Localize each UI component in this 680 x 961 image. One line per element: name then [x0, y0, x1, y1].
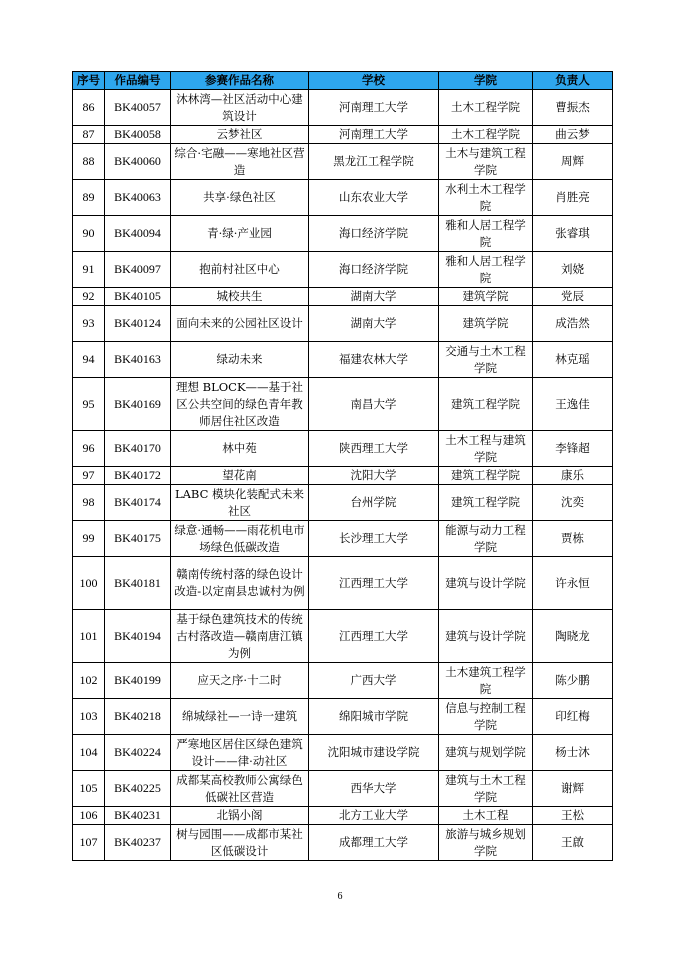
cell-leader: 曲云梦: [533, 126, 613, 144]
cell-entry-title: 北锅小阁: [171, 807, 309, 825]
cell-school: 南昌大学: [309, 378, 439, 431]
cell-entry-title: 绿动未来: [171, 342, 309, 378]
cell-leader: 周辉: [533, 144, 613, 180]
cell-leader: 成浩然: [533, 306, 613, 342]
cell-entry-title: 面向未来的公园社区设计: [171, 306, 309, 342]
cell-college: 建筑与设计学院: [439, 557, 533, 610]
cell-leader: 谢辉: [533, 771, 613, 807]
cell-entry-title: 林中苑: [171, 431, 309, 467]
table-row: [73, 288, 613, 306]
cell-entry-code: BK40194: [105, 610, 171, 663]
cell-entry-title: 赣南传统村落的绿色设计改造-以定南县忠诚村为例: [171, 557, 309, 610]
cell-entry-title: 应天之序·十二时: [171, 663, 309, 699]
cell-college: 交通与土木工程学院: [439, 342, 533, 378]
cell-leader: 刘娆: [533, 252, 613, 288]
table-row: [73, 485, 613, 521]
cell-college: 土木工程学院: [439, 90, 533, 126]
cell-leader: 肖胜亮: [533, 180, 613, 216]
cell-entry-title: 沐林湾—社区活动中心建筑设计: [171, 90, 309, 126]
cell-entry-code: BK40231: [105, 807, 171, 825]
cell-index: 100: [73, 557, 105, 610]
cell-school: 江西理工大学: [309, 610, 439, 663]
cell-entry-title: 抱前村社区中心: [171, 252, 309, 288]
cell-college: 土木工程: [439, 807, 533, 825]
cell-school: 海口经济学院: [309, 216, 439, 252]
cell-index: 98: [73, 485, 105, 521]
cell-index: 102: [73, 663, 105, 699]
cell-entry-title: 基于绿色建筑技术的传统古村落改造—赣南唐江镇为例: [171, 610, 309, 663]
table-row: [73, 180, 613, 216]
cell-entry-title: 青·绿·产业园: [171, 216, 309, 252]
cell-college: 土木与建筑工程学院: [439, 144, 533, 180]
cell-index: 90: [73, 216, 105, 252]
cell-college: 水利土木工程学院: [439, 180, 533, 216]
cell-leader: 张睿琪: [533, 216, 613, 252]
header-school: 学校: [309, 72, 439, 90]
cell-school: 海口经济学院: [309, 252, 439, 288]
cell-entry-title: 绿意·通畅——雨花机电市场绿色低碳改造: [171, 521, 309, 557]
cell-entry-code: BK40170: [105, 431, 171, 467]
table-row: [73, 521, 613, 557]
cell-school: 黑龙江工程学院: [309, 144, 439, 180]
table-row: [73, 431, 613, 467]
header-entry-title: 参赛作品名称: [171, 72, 309, 90]
cell-index: 96: [73, 431, 105, 467]
header-index: 序号: [73, 72, 105, 90]
cell-entry-title: 云梦社区: [171, 126, 309, 144]
cell-leader: 王啟: [533, 825, 613, 861]
cell-college: 能源与动力工程学院: [439, 521, 533, 557]
cell-leader: 许永恒: [533, 557, 613, 610]
cell-index: 94: [73, 342, 105, 378]
cell-entry-title: 城校共生: [171, 288, 309, 306]
cell-entry-code: BK40237: [105, 825, 171, 861]
cell-entry-code: BK40172: [105, 467, 171, 485]
cell-leader: 曹振杰: [533, 90, 613, 126]
cell-entry-code: BK40057: [105, 90, 171, 126]
table-row: [73, 126, 613, 144]
cell-school: 陕西理工大学: [309, 431, 439, 467]
cell-college: 雅和人居工程学院: [439, 216, 533, 252]
table-row: [73, 699, 613, 735]
cell-entry-code: BK40175: [105, 521, 171, 557]
cell-index: 105: [73, 771, 105, 807]
cell-leader: 印红梅: [533, 699, 613, 735]
table-row: [73, 735, 613, 771]
cell-school: 成都理工大学: [309, 825, 439, 861]
cell-index: 93: [73, 306, 105, 342]
cell-leader: 康乐: [533, 467, 613, 485]
cell-leader: 李锋超: [533, 431, 613, 467]
table-row: [73, 216, 613, 252]
cell-index: 91: [73, 252, 105, 288]
cell-entry-title: 绵城绿社—一诗一建筑: [171, 699, 309, 735]
table-row: [73, 144, 613, 180]
cell-college: 旅游与城乡规划学院: [439, 825, 533, 861]
table-row: [73, 557, 613, 610]
cell-college: 建筑工程学院: [439, 485, 533, 521]
cell-entry-code: BK40218: [105, 699, 171, 735]
cell-college: 建筑与土木工程学院: [439, 771, 533, 807]
table-row: [73, 90, 613, 126]
cell-school: 长沙理工大学: [309, 521, 439, 557]
cell-entry-title: 树与园围——成都市某社区低碳设计: [171, 825, 309, 861]
table-row: [73, 825, 613, 861]
cell-school: 河南理工大学: [309, 126, 439, 144]
cell-college: 雅和人居工程学院: [439, 252, 533, 288]
cell-school: 湖南大学: [309, 306, 439, 342]
cell-leader: 杨士沐: [533, 735, 613, 771]
cell-entry-code: BK40063: [105, 180, 171, 216]
table-row: [73, 467, 613, 485]
cell-index: 106: [73, 807, 105, 825]
header-college: 学院: [439, 72, 533, 90]
cell-entry-code: BK40094: [105, 216, 171, 252]
table-row: [73, 610, 613, 663]
cell-school: 北方工业大学: [309, 807, 439, 825]
cell-leader: 贾栋: [533, 521, 613, 557]
cell-school: 台州学院: [309, 485, 439, 521]
cell-leader: 王松: [533, 807, 613, 825]
cell-index: 89: [73, 180, 105, 216]
cell-index: 103: [73, 699, 105, 735]
cell-college: 建筑工程学院: [439, 467, 533, 485]
cell-entry-title: 严寒地区居住区绿色建筑设计——律·动社区: [171, 735, 309, 771]
header-leader: 负责人: [533, 72, 613, 90]
cell-school: 河南理工大学: [309, 90, 439, 126]
table-header-row: [73, 72, 613, 90]
cell-entry-code: BK40225: [105, 771, 171, 807]
header-entry-code: 作品编号: [105, 72, 171, 90]
cell-leader: 陈少鹏: [533, 663, 613, 699]
cell-school: 江西理工大学: [309, 557, 439, 610]
cell-entry-code: BK40105: [105, 288, 171, 306]
cell-school: 西华大学: [309, 771, 439, 807]
competition-entries-table: [72, 71, 613, 861]
table-row: [73, 252, 613, 288]
cell-entry-title: 望花南: [171, 467, 309, 485]
cell-college: 建筑学院: [439, 306, 533, 342]
cell-entry-code: BK40124: [105, 306, 171, 342]
table-row: [73, 378, 613, 431]
cell-college: 建筑工程学院: [439, 378, 533, 431]
cell-college: 信息与控制工程学院: [439, 699, 533, 735]
cell-entry-code: BK40181: [105, 557, 171, 610]
cell-entry-title: LABC 模块化装配式未来社区: [171, 485, 309, 521]
cell-index: 99: [73, 521, 105, 557]
cell-entry-title: 理想 BLOCK——基于社区公共空间的绿色青年教师居住社区改造: [171, 378, 309, 431]
cell-index: 107: [73, 825, 105, 861]
cell-entry-code: BK40058: [105, 126, 171, 144]
page-number: 6: [337, 891, 343, 902]
cell-entry-code: BK40224: [105, 735, 171, 771]
cell-entry-code: BK40097: [105, 252, 171, 288]
cell-school: 山东农业大学: [309, 180, 439, 216]
cell-index: 87: [73, 126, 105, 144]
cell-entry-code: BK40199: [105, 663, 171, 699]
cell-entry-title: 成都某高校教师公寓绿色低碳社区营造: [171, 771, 309, 807]
cell-college: 建筑与设计学院: [439, 610, 533, 663]
cell-leader: 王逸佳: [533, 378, 613, 431]
cell-entry-code: BK40163: [105, 342, 171, 378]
cell-school: 绵阳城市学院: [309, 699, 439, 735]
cell-college: 土木建筑工程学院: [439, 663, 533, 699]
cell-school: 广西大学: [309, 663, 439, 699]
cell-index: 95: [73, 378, 105, 431]
table-row: [73, 342, 613, 378]
cell-entry-title: 综合·宅融——寒地社区营造: [171, 144, 309, 180]
cell-leader: 陶晓龙: [533, 610, 613, 663]
cell-index: 88: [73, 144, 105, 180]
table-body: [73, 90, 613, 861]
cell-index: 86: [73, 90, 105, 126]
cell-index: 97: [73, 467, 105, 485]
cell-entry-title: 共享·绿色社区: [171, 180, 309, 216]
cell-school: 沈阳大学: [309, 467, 439, 485]
cell-index: 104: [73, 735, 105, 771]
cell-college: 建筑与规划学院: [439, 735, 533, 771]
cell-entry-code: BK40174: [105, 485, 171, 521]
cell-leader: 林克瑶: [533, 342, 613, 378]
cell-school: 湖南大学: [309, 288, 439, 306]
cell-index: 92: [73, 288, 105, 306]
cell-entry-code: BK40169: [105, 378, 171, 431]
cell-leader: 党辰: [533, 288, 613, 306]
cell-leader: 沈奕: [533, 485, 613, 521]
cell-school: 沈阳城市建设学院: [309, 735, 439, 771]
table-row: [73, 807, 613, 825]
cell-college: 建筑学院: [439, 288, 533, 306]
table-row: [73, 306, 613, 342]
cell-school: 福建农林大学: [309, 342, 439, 378]
cell-college: 土木工程与建筑学院: [439, 431, 533, 467]
cell-college: 土木工程学院: [439, 126, 533, 144]
table-row: [73, 771, 613, 807]
cell-index: 101: [73, 610, 105, 663]
table-row: [73, 663, 613, 699]
cell-entry-code: BK40060: [105, 144, 171, 180]
